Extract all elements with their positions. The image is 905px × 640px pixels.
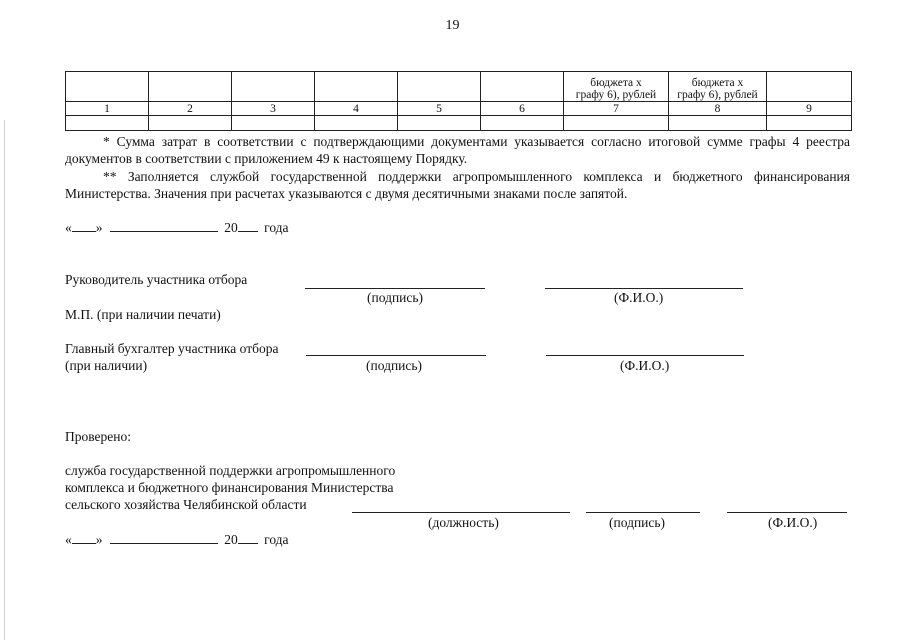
page-number: 19 <box>445 18 460 33</box>
day-blank <box>72 231 96 232</box>
service-line-3: сельского хозяйства Челябинской области <box>65 497 307 512</box>
footnote-1: * Сумма затрат в соответствии с подтверждающими документами указывается согласно итоговой сумме графы 4 реестра документов в соответствии с приложением 49 к настоящему Порядку. <box>65 134 850 166</box>
column-number: 1 <box>66 102 149 116</box>
position-line <box>352 512 570 513</box>
table-cell <box>66 116 149 131</box>
column-number: 7 <box>564 102 669 116</box>
column-number: 9 <box>767 102 852 116</box>
table-header-cell <box>66 72 149 102</box>
seal-note: М.П. (при наличии печати) <box>65 307 221 322</box>
data-table <box>65 71 852 131</box>
month-blank <box>110 543 218 544</box>
accountant-signature-line <box>306 355 486 356</box>
name-line <box>727 512 847 513</box>
service-line-2: комплекса и бюджетного финансирования Министерства <box>65 480 394 495</box>
signature-line <box>586 512 700 513</box>
column-number: 3 <box>232 102 315 116</box>
table-column-numbers-row <box>66 102 852 116</box>
name-caption: (Ф.И.О.) <box>768 515 818 530</box>
table-cell <box>315 116 398 131</box>
quote-open: « <box>65 532 72 547</box>
column-number: 6 <box>481 102 564 116</box>
table-cell <box>398 116 481 131</box>
head-name-line <box>545 288 743 289</box>
checked-label: Проверено: <box>65 429 132 444</box>
quote-close: » <box>95 532 103 547</box>
head-signature-line <box>305 288 485 289</box>
table-cell <box>149 116 232 131</box>
table-cell <box>564 116 669 131</box>
table-header-row <box>66 72 852 102</box>
position-caption: (должность) <box>428 515 499 530</box>
column-number: 2 <box>149 102 232 116</box>
year-blank <box>238 231 258 232</box>
table-header-cell <box>315 72 398 102</box>
table-cell <box>669 116 767 131</box>
accountant-label-2: (при наличии) <box>65 358 148 373</box>
head-sign-caption: (подпись) <box>367 290 424 305</box>
accountant-name-line <box>546 355 744 356</box>
sign-caption: (подпись) <box>609 515 666 530</box>
column-number: 8 <box>669 102 767 116</box>
column-number: 4 <box>315 102 398 116</box>
head-name-caption: (Ф.И.О.) <box>614 290 664 305</box>
table-cell <box>767 116 852 131</box>
quote-open: « <box>65 220 72 235</box>
table-header-cell <box>481 72 564 102</box>
table-row <box>66 116 852 131</box>
table-header-cell <box>149 72 232 102</box>
quote-close: » <box>95 220 103 235</box>
table-header-cell <box>767 72 852 102</box>
accountant-label: Главный бухгалтер участника отбора <box>65 341 279 356</box>
table-header-cell <box>398 72 481 102</box>
scan-edge-line <box>4 120 5 640</box>
month-blank <box>110 231 218 232</box>
table-header-cell: бюджета х графу 6), рублей <box>669 72 767 102</box>
day-blank <box>72 543 96 544</box>
year-prefix: 20 <box>224 220 238 235</box>
table-header-cell <box>232 72 315 102</box>
table-cell <box>232 116 315 131</box>
service-line-1: служба государственной поддержки агропромышленного <box>65 463 396 478</box>
year-blank <box>238 543 258 544</box>
accountant-name-caption: (Ф.И.О.) <box>620 358 670 373</box>
footnote-2: ** Заполняется службой государственной поддержки агропромышленного комплекса и бюджетного финансирования Министерства. Значения при расчетах указываются с двумя десятичными знаками после запятой. <box>65 169 850 201</box>
head-label: Руководитель участника отбора <box>65 272 248 287</box>
column-number: 5 <box>398 102 481 116</box>
date-line-1 <box>65 220 289 236</box>
year-suffix: года <box>264 532 289 547</box>
table-cell <box>481 116 564 131</box>
year-suffix: года <box>264 220 289 235</box>
year-prefix: 20 <box>224 532 238 547</box>
date-line-2 <box>65 532 289 548</box>
table-header-cell: бюджета х графу 6), рублей <box>564 72 669 102</box>
accountant-sign-caption: (подпись) <box>366 358 423 373</box>
